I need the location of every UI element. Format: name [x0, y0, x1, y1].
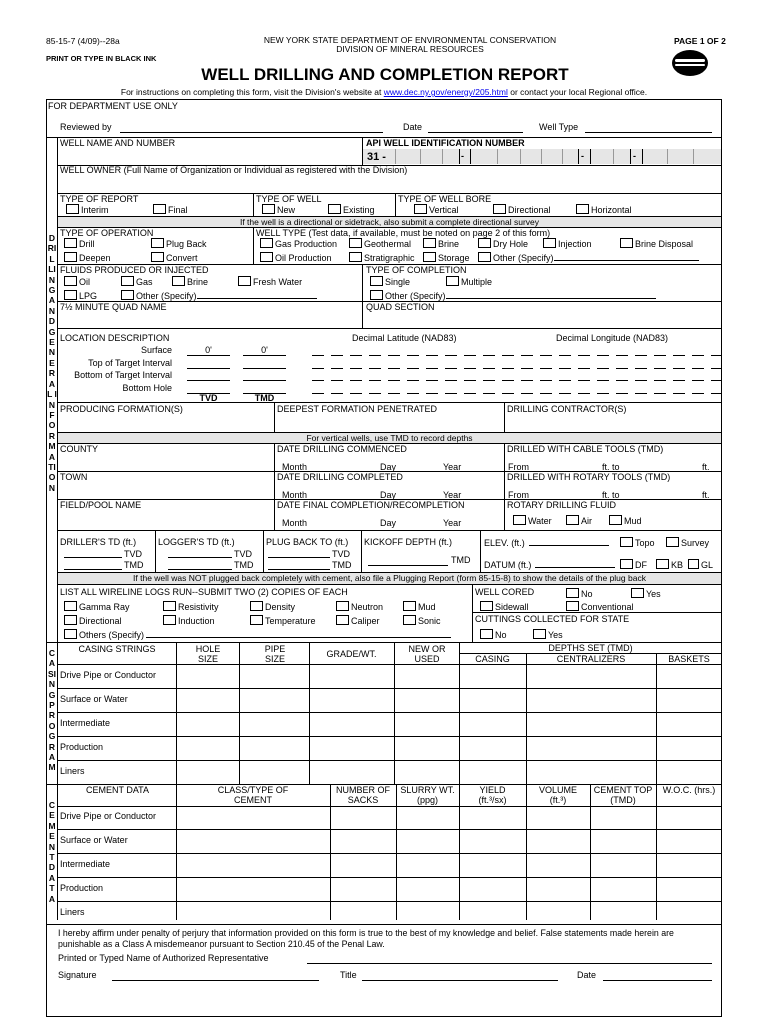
- commenced-year: Year: [443, 462, 462, 472]
- cement-side-label: CEMENT DATA: [48, 800, 56, 904]
- loc-bottom-hole-label: Bottom Hole: [122, 383, 172, 393]
- slurry-header: SLURRY WT. (ppg): [400, 785, 455, 806]
- instructions-text-end: or contact your local Regional office.: [510, 87, 648, 97]
- log-mud[interactable]: Mud: [403, 601, 436, 612]
- dept-date-field[interactable]: [428, 132, 523, 133]
- field-pool-label: FIELD/POOL NAME: [60, 500, 142, 510]
- reviewed-by-field[interactable]: [120, 132, 383, 133]
- welltype-oil-production[interactable]: Oil Production: [260, 252, 332, 263]
- driller-tmd: TMD: [124, 560, 144, 570]
- drilling-contractor-label: DRILLING CONTRACTOR(S): [507, 404, 627, 414]
- log-temperature[interactable]: Temperature: [250, 615, 316, 626]
- cement-row-liners: Liners: [60, 907, 85, 917]
- cement-row-surface: Surface or Water: [60, 835, 128, 845]
- operation-label: TYPE OF OPERATION: [60, 228, 154, 238]
- welltype-brine[interactable]: Brine: [423, 238, 459, 249]
- fluid-lpg-option[interactable]: LPG: [64, 290, 97, 301]
- sign-date-label: Date: [577, 970, 597, 980]
- welltype-injection[interactable]: Injection: [543, 238, 592, 249]
- cored-conventional-option[interactable]: Conventional: [566, 601, 634, 612]
- affirmation-text: I hereby affirm under penalty of perjury that information provided on this form is true to the best of my knowledge and belief. False statements made herein are punishable as a Class A misdemeanor pursuant to Section 210.45 of the Penal Law.: [58, 928, 674, 949]
- cored-no-option[interactable]: No: [566, 588, 593, 599]
- operation-deepen-option[interactable]: Deepen: [64, 252, 111, 263]
- well-type-label: TYPE OF WELL: [256, 194, 322, 204]
- depths-set-header: DEPTHS SET (TMD): [548, 643, 633, 653]
- welltype-storage[interactable]: Storage: [423, 252, 470, 263]
- cement-row-drive-pipe: Drive Pipe or Conductor: [60, 811, 157, 821]
- kickoff-tmd: TMD: [451, 555, 471, 565]
- cored-yes-option[interactable]: Yes: [631, 588, 661, 599]
- api-dash-2: -: [581, 151, 584, 161]
- casing-row-intermediate: Intermediate: [60, 718, 111, 728]
- fluid-air-option[interactable]: Air: [566, 515, 592, 526]
- welltype-other[interactable]: Other (Specify): [478, 252, 699, 263]
- casing-depth-header: CASING: [475, 654, 510, 664]
- cement-data-header: CEMENT DATA: [85, 785, 149, 795]
- reviewed-by-label: Reviewed by: [60, 122, 112, 132]
- completion-single-option[interactable]: Single: [370, 276, 410, 287]
- log-others[interactable]: Others (Specify): [64, 629, 451, 640]
- commenced-day: Day: [380, 462, 397, 472]
- quad-section-label: QUAD SECTION: [366, 302, 435, 312]
- cement-class-header: CLASS/TYPE OF CEMENT: [217, 785, 289, 806]
- log-induction[interactable]: Induction: [163, 615, 215, 626]
- fluid-mud-option[interactable]: Mud: [609, 515, 642, 526]
- fluids-label: FLUIDS PRODUCED OR INJECTED: [60, 265, 209, 275]
- commenced-month: Month: [282, 462, 308, 472]
- dept-well-type-label: Well Type: [539, 122, 579, 132]
- plug-back-label: PLUG BACK TO (ft.): [266, 537, 349, 547]
- title-label: Title: [340, 970, 357, 980]
- side-divider: [57, 137, 58, 920]
- loc-bottom-target-label: Bottom of Target Interval: [74, 370, 172, 380]
- hole-size-header: HOLE SIZE: [195, 644, 221, 665]
- rotary-from: From: [508, 490, 529, 500]
- dept-well-type-field[interactable]: [585, 132, 712, 133]
- final-year: Year: [443, 518, 462, 528]
- surface-tvd-value: 0': [205, 345, 212, 355]
- volume-header: VOLUME (ft.³): [538, 785, 577, 806]
- dept-use-label: FOR DEPARTMENT USE ONLY: [48, 101, 178, 111]
- logger-tmd: TMD: [234, 560, 254, 570]
- instructions-text: For instructions on completing this form, visit the Division's website at: [120, 87, 382, 97]
- loc-surface-label: Surface: [140, 345, 172, 355]
- location-label: LOCATION DESCRIPTION: [60, 333, 170, 343]
- dept-date-label: Date: [403, 122, 423, 132]
- api-label: API WELL IDENTIFICATION NUMBER: [366, 138, 525, 148]
- well-name-label: WELL NAME AND NUMBER: [60, 138, 176, 148]
- instructions: [60, 88, 708, 97]
- elev-topo-option[interactable]: Topo: [620, 537, 655, 548]
- fluid-fresh-water-option[interactable]: Fresh Water: [238, 276, 302, 287]
- cement-row-production: Production: [60, 883, 104, 893]
- page-number: PAGE 1 OF 2: [674, 36, 726, 46]
- loggers-td-label: LOGGER'S TD (ft.): [158, 537, 235, 547]
- final-completion-label: DATE FINAL COMPLETION/RECOMPLETION: [277, 500, 465, 510]
- division-name: DIVISION OF MINERAL RESOURCES: [336, 44, 484, 54]
- cement-top-header: CEMENT TOP (TMD): [593, 785, 653, 806]
- log-density[interactable]: Density: [250, 601, 295, 612]
- cuttings-label: CUTTINGS COLLECTED FOR STATE: [475, 614, 630, 624]
- completed-month: Month: [282, 490, 308, 500]
- completion-label: TYPE OF COMPLETION: [366, 265, 467, 275]
- woc-header: W.O.C. (hrs.): [662, 785, 716, 795]
- fluid-other-option[interactable]: Other (Specify): [121, 290, 317, 301]
- final-month: Month: [282, 518, 308, 528]
- vertical-wells-note: For vertical wells, use TMD to record depths: [306, 433, 473, 443]
- well-bore-label: TYPE OF WELL BORE: [398, 194, 492, 204]
- lat-lon-entry-grid[interactable]: [312, 346, 722, 396]
- report-type-label: TYPE OF REPORT: [60, 194, 139, 204]
- signature-field[interactable]: [112, 980, 319, 981]
- baskets-header: BASKETS: [668, 654, 710, 664]
- api-prefix: 31 -: [367, 151, 386, 163]
- well-cored-label: WELL CORED: [475, 587, 535, 597]
- casing-row-surface: Surface or Water: [60, 694, 128, 704]
- fluid-gas-option[interactable]: Gas: [121, 276, 153, 287]
- plug-tmd: TMD: [332, 560, 352, 570]
- driller-tvd: TVD: [124, 549, 142, 559]
- print-note: PRINT OR TYPE IN BLACK INK: [46, 54, 157, 63]
- yield-header: YIELD (ft.³/sx): [478, 785, 507, 806]
- tvd-column-label: TVD: [199, 393, 218, 403]
- drilling-side-label: DRILLING AND GENERAL INFORMATION: [47, 233, 57, 493]
- title-field[interactable]: [362, 980, 558, 981]
- well-new-option[interactable]: New: [262, 204, 295, 215]
- log-directional[interactable]: Directional: [64, 615, 122, 626]
- cable-ft-to: ft. to: [602, 462, 620, 472]
- centralizers-header: CENTRALIZERS: [556, 654, 626, 664]
- datum-df-option[interactable]: DF: [620, 559, 647, 570]
- report-interim-option[interactable]: Interim: [66, 204, 109, 215]
- api-dash-1: -: [461, 151, 464, 161]
- signature-label: Signature: [58, 970, 97, 980]
- longitude-label: Decimal Longitude (NAD83): [556, 333, 669, 343]
- pipe-size-header: PIPE SIZE: [264, 644, 286, 665]
- cable-ft: ft.: [702, 462, 710, 472]
- rotary-ft: ft.: [702, 490, 710, 500]
- sign-date-field[interactable]: [603, 980, 712, 981]
- deepest-formation-label: DEEPEST FORMATION PENETRATED: [277, 404, 438, 414]
- welltype-dry-hole[interactable]: Dry Hole: [478, 238, 528, 249]
- logger-tvd: TVD: [234, 549, 252, 559]
- log-resistivity[interactable]: Resistivity: [163, 601, 219, 612]
- well-existing-option[interactable]: Existing: [328, 204, 375, 215]
- kickoff-depth-label: KICKOFF DEPTH (ft.): [364, 537, 453, 547]
- directional-note: If the well is a directional or sidetrack, also submit a complete directional survey: [239, 217, 540, 227]
- datum-gl-option[interactable]: GL: [688, 559, 713, 570]
- completed-label: DATE DRILLING COMPLETED: [277, 472, 403, 482]
- logs-label: LIST ALL WIRELINE LOGS RUN--SUBMIT TWO (2) COPIES OF EACH: [60, 587, 348, 597]
- welltype-brine-disposal[interactable]: Brine Disposal: [620, 238, 693, 249]
- welltype-gas-production[interactable]: Gas Production: [260, 238, 337, 249]
- latitude-label: Decimal Latitude (NAD83): [352, 333, 457, 343]
- casing-row-production: Production: [60, 742, 104, 752]
- cored-sidewall-option[interactable]: Sidewall: [480, 601, 529, 612]
- well-owner-label: WELL OWNER (Full Name of Organization or Individual as registered with the Division): [60, 165, 408, 175]
- division-website-link[interactable]: www.dec.ny.gov/energy/205.html: [383, 87, 508, 97]
- casing-strings-header: CASING STRINGS: [78, 644, 156, 654]
- plug-tvd: TVD: [332, 549, 350, 559]
- welltype-geothermal[interactable]: Geothermal: [349, 238, 411, 249]
- new-used-header: NEW OR USED: [408, 644, 446, 665]
- rotary-ft-to: ft. to: [602, 490, 620, 500]
- surface-tmd-value: 0': [261, 345, 268, 355]
- completion-multiple-option[interactable]: Multiple: [446, 276, 492, 287]
- tmd-column-label: TMD: [254, 393, 275, 403]
- casing-row-liners: Liners: [60, 766, 85, 776]
- form-number: 85-15-7 (4/09)--28a: [46, 36, 120, 46]
- fluid-oil-option[interactable]: Oil: [64, 276, 90, 287]
- form-title: WELL DRILLING AND COMPLETION REPORT: [201, 65, 569, 84]
- fluid-brine-option[interactable]: Brine: [172, 276, 208, 287]
- completed-day: Day: [380, 490, 397, 500]
- agency-name: NEW YORK STATE DEPARTMENT OF ENVIRONMENTAL CONSERVATION: [263, 35, 557, 45]
- report-final-option[interactable]: Final: [153, 204, 188, 215]
- loc-top-target-label: Top of Target Interval: [88, 358, 172, 368]
- county-label: COUNTY: [60, 444, 98, 454]
- dec-logo: [672, 50, 708, 76]
- producing-formation-label: PRODUCING FORMATION(S): [60, 404, 183, 414]
- bore-horizontal-option[interactable]: Horizontal: [576, 204, 632, 215]
- minute-quad-label: 7½ MINUTE QUAD NAME: [60, 302, 167, 312]
- cable-tools-label: DRILLED WITH CABLE TOOLS (TMD): [507, 444, 664, 454]
- welltype-stratigraphic[interactable]: Stratigraphic: [349, 252, 415, 263]
- printed-name-label: Printed or Typed Name of Authorized Representative: [58, 953, 269, 963]
- printed-name-field[interactable]: [307, 963, 712, 964]
- well-type-test-label: WELL TYPE (Test data, if available, must be noted on page 2 of this form): [256, 228, 551, 238]
- town-label: TOWN: [60, 472, 88, 482]
- operation-convert-option[interactable]: Convert: [151, 252, 198, 263]
- cuttings-yes-option[interactable]: Yes: [533, 629, 563, 640]
- log-gamma-ray[interactable]: Gamma Ray: [64, 601, 130, 612]
- cuttings-no-option[interactable]: No: [480, 629, 507, 640]
- fluid-water-option[interactable]: Water: [513, 515, 552, 526]
- elev-survey-option[interactable]: Survey: [666, 537, 709, 548]
- completed-year: Year: [443, 490, 462, 500]
- drillers-td-label: DRILLER'S TD (ft.): [60, 537, 137, 547]
- casing-row-drive-pipe: Drive Pipe or Conductor: [60, 670, 157, 680]
- plug-report-note: If the well was NOT plugged back completely with cement, also file a Plugging Report (form 85-15-8) to show the details of the plug back: [133, 573, 646, 583]
- datum-label: DATUM (ft.): [484, 560, 615, 570]
- cable-from: From: [508, 462, 529, 472]
- log-neutron[interactable]: Neutron: [336, 601, 383, 612]
- datum-kb-option[interactable]: KB: [656, 559, 683, 570]
- commenced-label: DATE DRILLING COMMENCED: [277, 444, 407, 454]
- final-day: Day: [380, 518, 397, 528]
- api-dash-3: -: [633, 151, 636, 161]
- log-sonic[interactable]: Sonic: [403, 615, 441, 626]
- elevation-label: ELEV. (ft.): [484, 538, 609, 548]
- casing-side-label: CASING PROGRAM: [47, 648, 57, 773]
- sacks-header: NUMBER OF SACKS: [336, 785, 390, 806]
- completion-other-option[interactable]: Other (Specify): [370, 290, 656, 301]
- bore-vertical-option[interactable]: Vertical: [414, 204, 459, 215]
- cement-row-intermediate: Intermediate: [60, 859, 111, 869]
- rotary-tools-label: DRILLED WITH ROTARY TOOLS (TMD): [507, 472, 671, 482]
- grade-wt-header: GRADE/WT.: [326, 649, 377, 659]
- log-caliper[interactable]: Caliper: [336, 615, 380, 626]
- operation-plugback-option[interactable]: Plug Back: [151, 238, 207, 249]
- bore-directional-option[interactable]: Directional: [493, 204, 551, 215]
- operation-drill-option[interactable]: Drill: [64, 238, 95, 249]
- rotary-fluid-label: ROTARY DRILLING FLUID: [507, 500, 617, 510]
